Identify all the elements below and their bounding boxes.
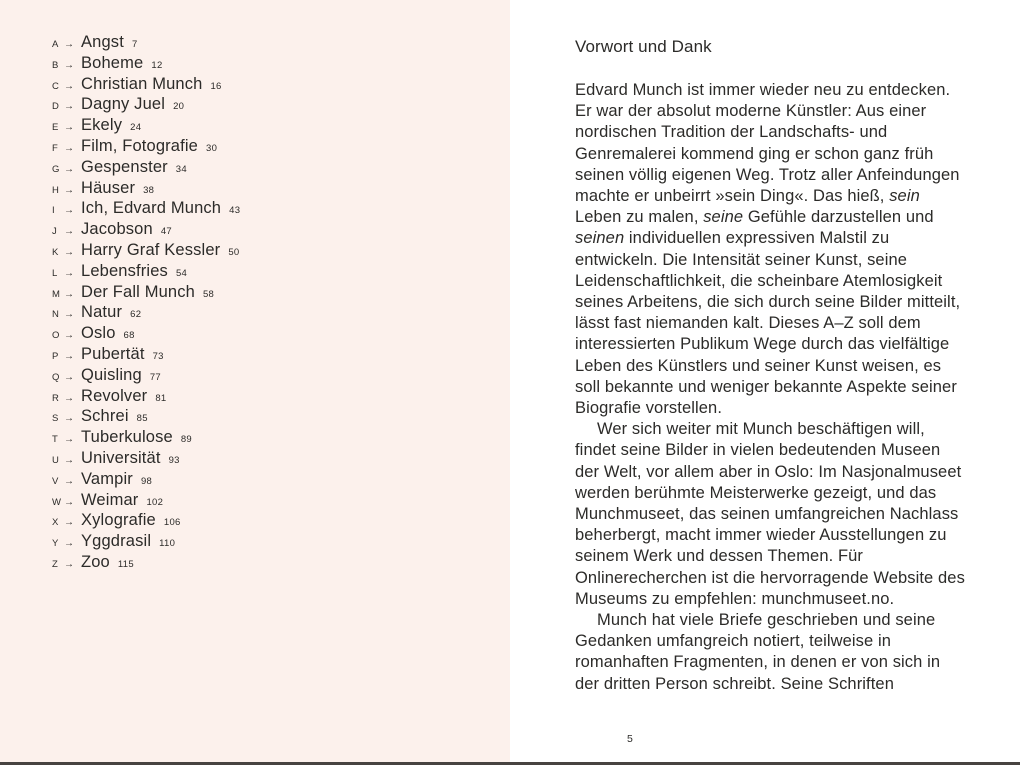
entry-term: Christian Munch [81, 74, 203, 93]
page-title: Vorwort und Dank [575, 37, 712, 56]
entry-letter: S [52, 413, 59, 425]
arrow-icon: → [64, 558, 74, 570]
arrow-icon: → [64, 122, 74, 134]
page-number: 5 [627, 733, 634, 745]
arrow-icon: → [64, 371, 74, 383]
entry-letter: Z [52, 558, 59, 570]
foreword-paragraph [575, 419, 967, 610]
entry-letter: H [52, 184, 60, 196]
index-entry [52, 449, 510, 470]
entry-letter: U [52, 454, 60, 466]
italic-text-segment: seinen [575, 229, 625, 248]
entry-term: Der Fall Munch [81, 282, 195, 301]
entry-term: Weimar [81, 490, 139, 509]
italic-text-segment: sein [889, 187, 920, 206]
entry-page-number: 30 [206, 142, 218, 154]
entry-letter: D [52, 101, 60, 113]
entry-letter: R [52, 392, 60, 404]
entry-term: Jacobson [81, 220, 153, 239]
text-segment: Wer sich weiter mit Munch beschäftigen will, findet seine Bilder in vielen bedeutenden Museen der Welt, vor allem aber in Oslo: Im Nasjonalmuseet werden berühmte Meisterwerke gezeigt, und das Munchmuseet, das seinen umfangreichen Nachlass beherbergt, macht immer wieder Ausstellungen zu seinem Werk und dessen Themen. Für Onlinerecherchen ist die hervorragende Website des Museums zu empfehlen: munchmuseet.no. [575, 420, 965, 608]
index-entry [52, 387, 510, 408]
entry-term: Gespenster [81, 157, 168, 176]
index-entry [52, 366, 510, 387]
arrow-icon: → [64, 413, 74, 425]
entry-page-number: 85 [136, 413, 148, 425]
entry-term: Zoo [81, 552, 110, 571]
index-entry [52, 511, 510, 532]
entry-letter: L [52, 267, 58, 279]
arrow-icon: → [64, 80, 74, 92]
arrow-icon: → [64, 350, 74, 362]
entry-page-number: 20 [173, 101, 185, 113]
entry-letter: J [52, 226, 58, 238]
entry-term: Universität [81, 448, 161, 467]
index-entry [52, 262, 510, 283]
index-entry [52, 283, 510, 304]
entry-term: Ich, Edvard Munch [81, 199, 222, 218]
arrow-icon: → [64, 496, 74, 508]
entry-term: Natur [81, 303, 123, 322]
entry-letter: C [52, 80, 60, 92]
entry-letter: B [52, 59, 59, 71]
entry-letter: G [52, 163, 60, 175]
arrow-icon: → [64, 184, 74, 196]
entry-page-number: 7 [131, 39, 138, 50]
index-entry [52, 75, 510, 96]
arrow-icon: → [64, 267, 74, 279]
entry-page-number: 62 [130, 309, 142, 321]
entry-term: Dagny Juel [81, 95, 166, 114]
entry-term: Harry Graf Kessler [81, 240, 221, 259]
index-entry [52, 33, 510, 54]
index-entry [52, 220, 510, 241]
text-segment: Edvard Munch ist immer wieder neu zu entdecken. Er war der absolut moderne Künstler: Aus einer nordischen Tradition der Landschafts- und Genremalerei kommend ging er schon ganz früh seinen völlig eigenen Weg. Trotz aller Anfeindungen machte er unbeirrt »sein Ding«. Das hieß, [575, 81, 960, 206]
index-list [52, 33, 510, 574]
entry-letter: A [52, 39, 59, 50]
text-segment: individuellen expressiven Malstil zu entwickeln. Die Intensität seiner Kunst, seine Leidenschaftlichkeit, die scheinbare Atemlosigkeit seines Arbeitens, die sich durch seine Bilder mitteilt, lässt fast niemanden kalt. Dieses A–Z soll dem interessierten Publikum Wege durch das vielfältige Leben des Künstlers und seiner Kunst weisen, es soll bekannte und weniger bekannte Aspekte seiner Biografie vorstellen. [575, 229, 961, 418]
text-segment: Leben zu malen, [575, 208, 704, 227]
arrow-icon: → [64, 309, 74, 321]
index-entry [52, 532, 510, 553]
arrow-icon: → [64, 288, 74, 300]
index-entry [52, 324, 510, 345]
index-entry [52, 158, 510, 179]
entry-term: Häuser [81, 178, 136, 197]
entry-page-number: 102 [146, 496, 164, 508]
entry-term: Film, Fotografie [81, 136, 199, 155]
entry-term: Quisling [81, 365, 142, 384]
foreword-page [510, 0, 1020, 765]
entry-page-number: 34 [175, 163, 187, 175]
index-entry [52, 137, 510, 158]
entry-letter: E [52, 122, 59, 134]
entry-letter: X [52, 517, 59, 529]
entry-letter: I [52, 205, 55, 217]
entry-letter: Q [52, 371, 60, 383]
entry-letter: F [52, 142, 59, 154]
text-segment: Gefühle darzustellen und [743, 208, 934, 227]
entry-page-number: 68 [123, 330, 135, 342]
arrow-icon: → [64, 101, 74, 113]
arrow-icon: → [64, 475, 74, 487]
index-entry [52, 303, 510, 324]
entry-term: Pubertät [81, 344, 145, 363]
foreword-paragraph [575, 610, 967, 695]
arrow-icon: → [64, 59, 74, 71]
arrow-icon: → [64, 538, 74, 550]
entry-term: Boheme [81, 53, 144, 72]
entry-letter: V [52, 475, 59, 487]
entry-page-number: 50 [228, 246, 240, 258]
arrow-icon: → [64, 434, 74, 446]
index-entry [52, 407, 510, 428]
entry-term: Oslo [81, 324, 116, 343]
index-entry [52, 116, 510, 137]
foreword-paragraph [575, 80, 967, 419]
entry-page-number: 24 [130, 122, 142, 134]
entry-term: Vampir [81, 469, 133, 488]
entry-page-number: 73 [152, 350, 164, 362]
index-entry [52, 491, 510, 512]
arrow-icon: → [64, 246, 74, 258]
entry-letter: T [52, 434, 59, 446]
entry-term: Schrei [81, 407, 129, 426]
index-entry [52, 428, 510, 449]
entry-letter: K [52, 246, 59, 258]
entry-page-number: 58 [202, 288, 215, 300]
index-entry [52, 553, 510, 574]
entry-page-number: 98 [140, 475, 153, 487]
index-entry [52, 95, 510, 116]
entry-term: Ekely [81, 116, 123, 135]
entry-term: Angst [81, 33, 124, 51]
entry-page-number: 106 [163, 517, 181, 529]
foreword-body [575, 80, 967, 695]
entry-page-number: 38 [143, 184, 155, 196]
arrow-icon: → [64, 39, 74, 50]
entry-page-number: 115 [117, 558, 134, 570]
index-entry [52, 199, 510, 220]
entry-term: Revolver [81, 386, 148, 405]
entry-letter: W [52, 496, 62, 508]
arrow-icon: → [64, 163, 74, 175]
arrow-icon: → [64, 330, 74, 342]
entry-term: Lebensfries [81, 261, 168, 280]
entry-letter: M [52, 288, 61, 300]
entry-page-number: 110 [159, 538, 176, 550]
index-entry [52, 470, 510, 491]
entry-term: Tuberkulose [81, 428, 173, 447]
entry-term: Xylografie [81, 511, 156, 530]
index-entry [52, 54, 510, 75]
italic-text-segment: seine [703, 208, 744, 227]
arrow-icon: → [64, 142, 74, 154]
index-entry [52, 179, 510, 200]
arrow-icon: → [64, 205, 74, 217]
entry-letter: P [52, 350, 59, 362]
arrow-icon: → [64, 392, 74, 404]
arrow-icon: → [64, 226, 74, 238]
entry-page-number: 12 [151, 59, 163, 71]
entry-page-number: 54 [175, 267, 188, 279]
entry-page-number: 89 [180, 434, 193, 446]
text-segment: Munch hat viele Briefe geschrieben und seine Gedanken umfangreich notiert, teilweise in romanhaften Fragmenten, in denen er von sich in der dritten Person schreibt. Seine Schriften [575, 611, 941, 693]
entry-page-number: 77 [149, 371, 161, 383]
entry-page-number: 47 [160, 226, 173, 238]
entry-page-number: 93 [168, 454, 180, 466]
arrow-icon: → [64, 517, 74, 529]
entry-page-number: 16 [210, 80, 222, 92]
entry-term: Yggdrasil [81, 532, 152, 551]
entry-letter: O [52, 330, 60, 342]
index-entry [52, 241, 510, 262]
entry-page-number: 81 [155, 392, 167, 404]
entry-page-number: 43 [229, 205, 241, 217]
arrow-icon: → [64, 454, 74, 466]
entry-letter: Y [52, 538, 59, 550]
entry-letter: N [52, 309, 60, 321]
index-entry [52, 345, 510, 366]
